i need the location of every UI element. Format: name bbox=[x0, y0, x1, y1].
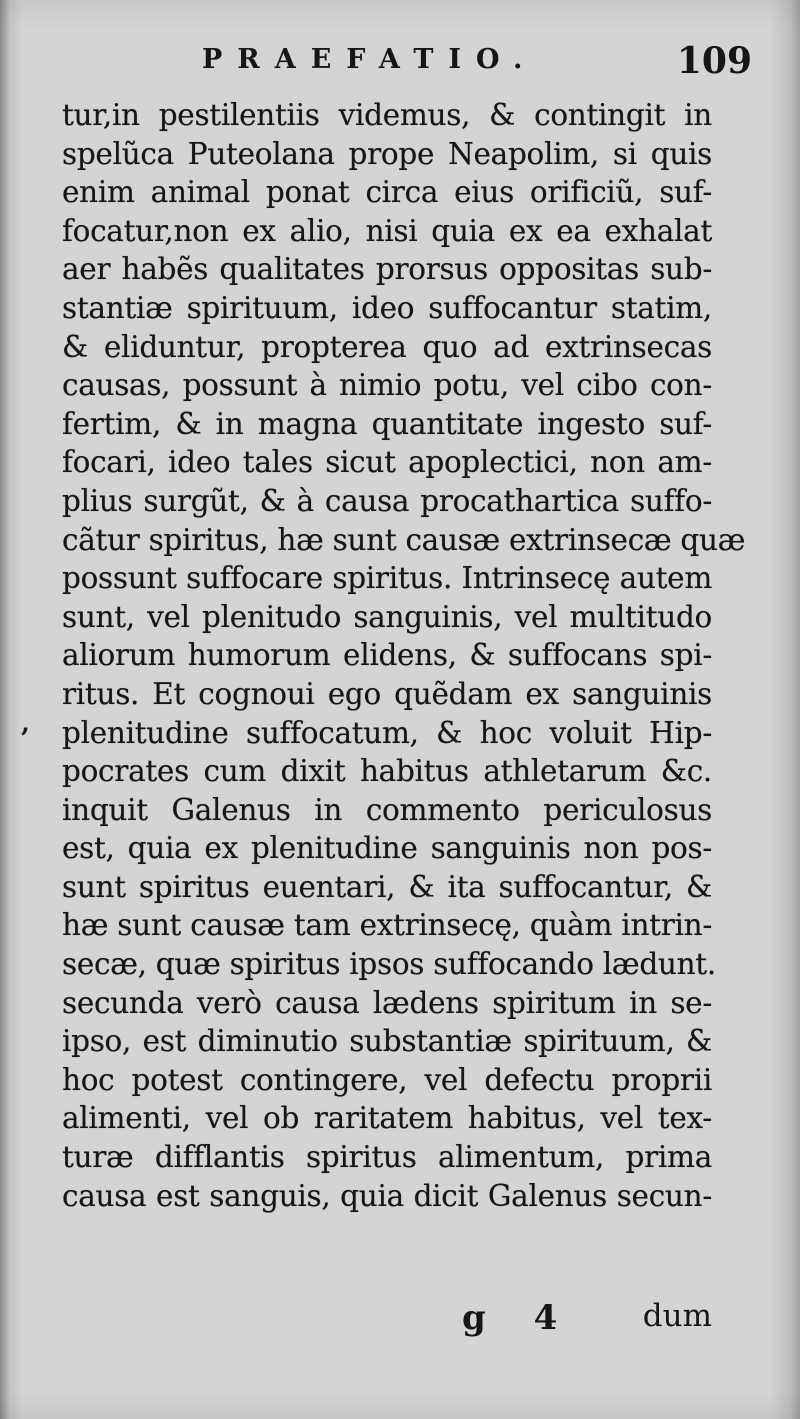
body-text bbox=[62, 96, 746, 1316]
text-line: inquit Galenus in commento periculosus bbox=[62, 792, 712, 827]
text-line: causas, possunt à nimio potu, vel cibo con- bbox=[62, 368, 712, 403]
text-line: stantiæ spirituum, ideo suffocantur statim, bbox=[62, 290, 712, 325]
text-line: sunt, vel plenitudo sanguinis, vel multitudo bbox=[62, 599, 712, 634]
text-line: enim animal ponat circa eius orificiũ, suf- bbox=[62, 175, 712, 210]
text-line: sunt spiritus euentari, & ita suffocantur, & bbox=[62, 869, 712, 904]
page-header bbox=[62, 36, 752, 92]
text-line: aliorum humorum elidens, & suffocans spi- bbox=[62, 638, 712, 673]
text-line: pocrates cum dixit habitus athletarum &c. bbox=[62, 754, 712, 789]
text-line: secæ, quæ spiritus ipsos suffocando lædunt. bbox=[62, 947, 716, 982]
margin-mark: ’ bbox=[20, 722, 30, 755]
signature-mark: g 4 bbox=[462, 1298, 576, 1338]
catchword: dum bbox=[642, 1298, 712, 1334]
text-line: ritus. Et cognoui ego quẽdam ex sanguinis bbox=[62, 676, 712, 711]
text-line: tur,in pestilentiis videmus, & contingit in bbox=[62, 98, 712, 132]
running-head: PRAEFATIO. bbox=[202, 44, 538, 75]
text-line: focatur,non ex alio, nisi quia ex ea exhalat bbox=[62, 213, 712, 248]
text-line: ipso, est diminutio substantiæ spirituum, & bbox=[62, 1024, 712, 1059]
page-number: 109 bbox=[676, 40, 752, 82]
text-line: turæ difflantis spiritus alimentum, prima bbox=[62, 1140, 712, 1175]
text-line: plius surgũt, & à causa procathartica suffo- bbox=[62, 483, 712, 518]
text-line: plenitudine suffocatum, & hoc voluit Hip- bbox=[62, 715, 712, 750]
page-footer bbox=[62, 1290, 712, 1350]
text-line: fertim, & in magna quantitate ingesto suf- bbox=[62, 406, 712, 441]
text-line: causa est sanguis, quia dicit Galenus secun- bbox=[62, 1178, 712, 1213]
text-line: cãtur spiritus, hæ sunt causæ extrinsecæ quæ bbox=[62, 522, 746, 557]
text-line: hæ sunt causæ tam extrinsecę, quàm intrin- bbox=[62, 908, 712, 943]
text-line: possunt suffocare spiritus. Intrinsecę autem bbox=[62, 561, 712, 596]
text-line: aer habẽs qualitates prorsus oppositas sub- bbox=[62, 252, 712, 287]
text-line: focari, ideo tales sicut apoplectici, non am- bbox=[62, 445, 712, 480]
text-line: spelũca Puteolana prope Neapolim, si quis bbox=[62, 136, 712, 171]
text-line: secunda verò causa lædens spiritum in se- bbox=[62, 985, 712, 1020]
text-line: est, quia ex plenitudine sanguinis non pos- bbox=[62, 831, 712, 866]
text-line: & eliduntur, propterea quo ad extrinsecas bbox=[62, 329, 712, 364]
text-line: alimenti, vel ob raritatem habitus, vel tex- bbox=[62, 1101, 712, 1136]
text-line: hoc potest contingere, vel defectu proprii bbox=[62, 1062, 712, 1097]
